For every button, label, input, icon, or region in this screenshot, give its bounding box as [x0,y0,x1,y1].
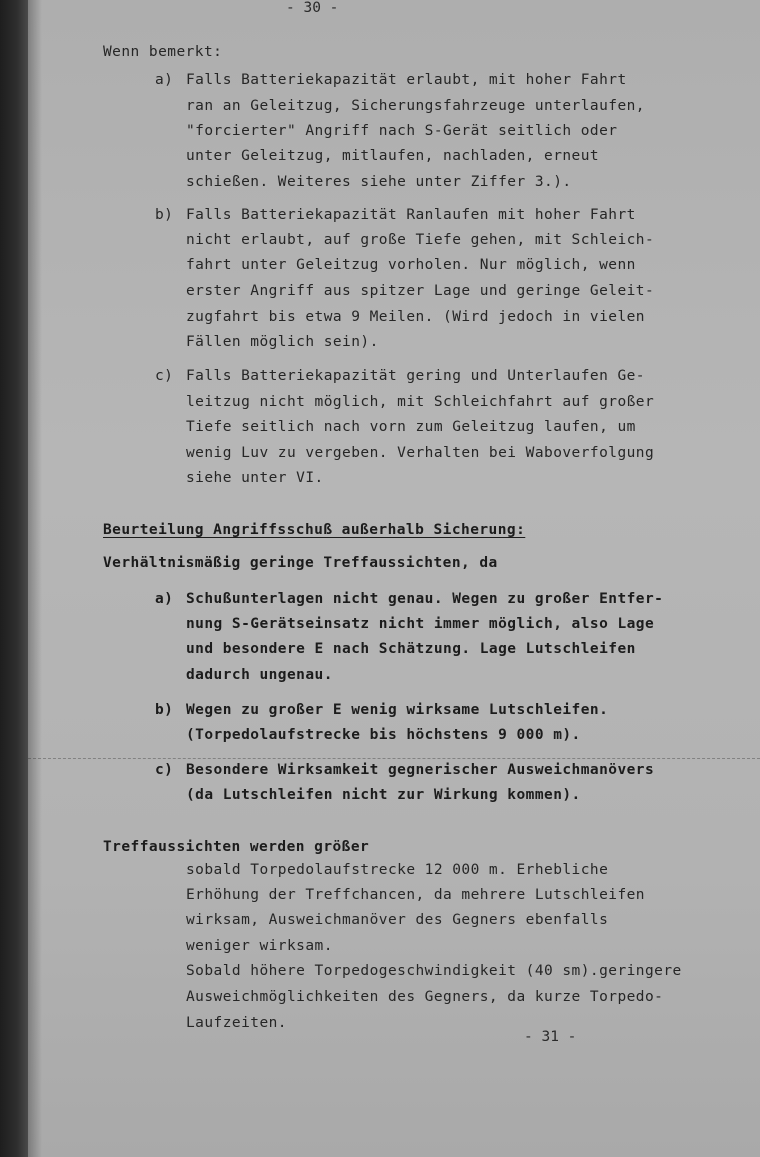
item-c-line: (da Lutschleifen nicht zur Wirkung kommen). [186,787,581,803]
item-a-line: Schußunterlagen nicht genau. Wegen zu großer Entfer- [186,591,664,607]
item-c-line: Besondere Wirksamkeit gegnerischer Ausweichmanövers [186,762,655,778]
item-a-line: nung S-Gerätseinsatz nicht immer möglich, also Lage [186,616,655,632]
page-number-bottom: - 31 - [524,1029,577,1045]
item-a-line: schießen. Weiteres siehe unter Ziffer 3.). [186,174,572,190]
item-b-line: zugfahrt bis etwa 9 Meilen. (Wird jedoch in vielen [186,309,645,325]
section-heading-beurteilung: Beurteilung Angriffsschuß außerhalb Sicherung: [103,522,526,538]
item-b-line: nicht erlaubt, auf große Tiefe gehen, mit Schleich- [186,232,655,248]
item-a-line: Falls Batteriekapazität erlaubt, mit hoher Fahrt [186,72,627,88]
item-b-line: Falls Batteriekapazität Ranlaufen mit hoher Fahrt [186,207,636,223]
item-marker-c: c) [155,368,174,384]
item-a-line: unter Geleitzug, mitlaufen, nachladen, erneut [186,148,600,164]
item-a-line: "forcierter" Angriff nach S-Gerät seitlich oder [186,123,618,139]
section3-line: sobald Torpedolaufstrecke 12 000 m. Erhebliche [186,862,609,878]
item-marker-b: b) [155,207,174,223]
page-fold-line [28,758,760,759]
section3-line: Ausweichmöglichkeiten des Gegners, da kurze Torpedo- [186,989,664,1005]
item-b-line: erster Angriff aus spitzer Lage und geringe Geleit- [186,283,655,299]
section3-line: Sobald höhere Torpedogeschwindigkeit (40 sm).geringere [186,963,682,979]
page-edge-shadow [28,0,42,1157]
section3-line: Erhöhung der Treffchancen, da mehrere Lutschleifen [186,887,645,903]
item-c-line: siehe unter VI. [186,470,324,486]
item-a-line: dadurch ungenau. [186,667,333,683]
section-intro: Verhältnismäßig geringe Treffaussichten, da [103,555,498,571]
film-binding-edge [0,0,28,1157]
item-marker-b: b) [155,702,174,718]
section-heading-wenn-bemerkt: Wenn bemerkt: [103,44,223,60]
item-b-line: fahrt unter Geleitzug vorholen. Nur möglich, wenn [186,257,636,273]
item-c-line: leitzug nicht möglich, mit Schleichfahrt auf großer [186,394,655,410]
item-c-line: Tiefe seitlich nach vorn zum Geleitzug laufen, um [186,419,636,435]
item-b-line: Fällen möglich sein). [186,334,379,350]
section3-line: Laufzeiten. [186,1015,287,1031]
item-marker-a: a) [155,591,174,607]
item-c-line: wenig Luv zu vergeben. Verhalten bei Waboverfolgung [186,445,655,461]
item-a-line: ran an Geleitzug, Sicherungsfahrzeuge unterlaufen, [186,98,645,114]
page-number-top: - 30 - [286,0,339,16]
section3-line: wirksam, Ausweichmanöver des Gegners ebenfalls [186,912,609,928]
item-marker-c: c) [155,762,174,778]
item-a-line: und besondere E nach Schätzung. Lage Lutschleifen [186,641,636,657]
item-marker-a: a) [155,72,174,88]
section-heading-treffaussichten: Treffaussichten werden größer [103,839,370,855]
item-b-line: (Torpedolaufstrecke bis höchstens 9 000 m). [186,727,581,743]
item-c-line: Falls Batteriekapazität gering und Unterlaufen Ge- [186,368,645,384]
section3-line: weniger wirksam. [186,938,333,954]
item-b-line: Wegen zu großer E wenig wirksame Lutschleifen. [186,702,609,718]
